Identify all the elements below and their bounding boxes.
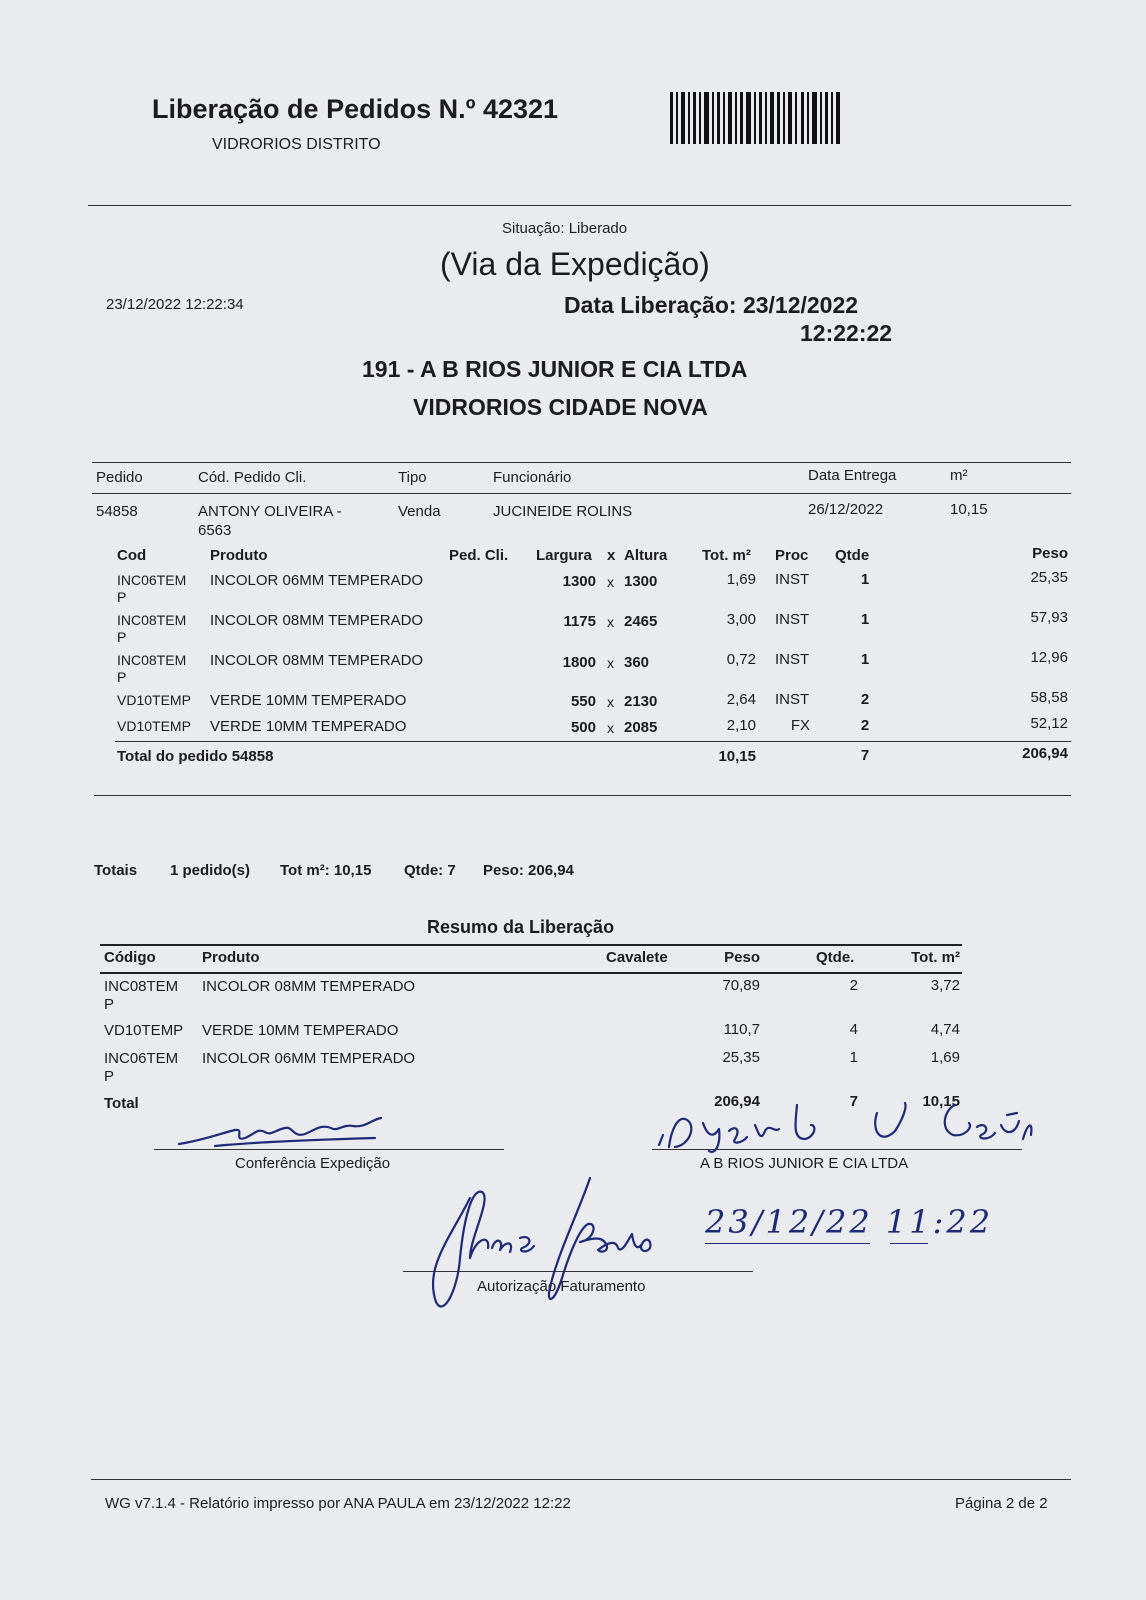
printed-timestamp: 23/12/2022 12:22:34 <box>106 296 244 313</box>
totais-pedidos: 1 pedido(s) <box>170 862 251 879</box>
cod-pedido-cli-cont: 6563 <box>198 522 232 539</box>
divider <box>115 741 1071 742</box>
item-altura: 2130 <box>624 693 658 710</box>
item-cod: VD10TEMP <box>117 718 191 734</box>
order-total-label: Total do pedido 54858 <box>117 748 274 765</box>
item-x: x <box>607 720 614 736</box>
via-label: (Via da Expedição) <box>440 246 710 282</box>
resumo-qtde: 4 <box>849 1021 858 1038</box>
resumo-produto: INCOLOR 06MM TEMPERADO <box>202 1050 416 1067</box>
item-cod: INC06TEM <box>117 572 187 588</box>
item-peso: 25,35 <box>1030 569 1068 586</box>
item-cod: VD10TEMP <box>117 692 191 708</box>
item-qtde: 1 <box>860 611 870 628</box>
resumo-codigo: VD10TEMP <box>104 1022 184 1039</box>
item-tot-m2: 1,69 <box>726 571 756 588</box>
resumo-produto: INCOLOR 08MM TEMPERADO <box>202 978 416 995</box>
divider <box>91 1479 1071 1480</box>
resumo-codigo: INC08TEM <box>104 978 179 995</box>
item-proc: INST <box>775 691 810 708</box>
item-qtde: 2 <box>860 717 870 734</box>
resumo-codigo: INC06TEM <box>104 1050 179 1067</box>
item-produto: VERDE 10MM TEMPERADO <box>210 718 407 735</box>
resumo-tot-m2: 1,69 <box>930 1049 960 1066</box>
items-col-tot-m2: Tot. m² <box>702 547 751 564</box>
item-qtde: 1 <box>860 651 870 668</box>
time-underline <box>890 1243 928 1244</box>
signature-icon <box>430 1178 660 1318</box>
signature-icon <box>655 1095 1035 1155</box>
resumo-peso: 110,7 <box>723 1021 760 1038</box>
report-title: Liberação de Pedidos N.º 42321 <box>152 94 559 124</box>
resumo-tot-m2: 3,72 <box>930 977 960 994</box>
divider <box>94 795 1071 796</box>
item-cod: INC08TEM <box>117 652 187 668</box>
item-largura: 1800 <box>562 654 596 671</box>
item-cod-cont: P <box>117 669 127 685</box>
order-total-peso: 206,94 <box>1022 745 1068 762</box>
divider <box>100 944 962 946</box>
resumo-col-cavalete: Cavalete <box>606 949 668 966</box>
item-peso: 52,12 <box>1030 715 1068 732</box>
resumo-title: Resumo da Liberação <box>427 917 615 937</box>
item-altura: 1300 <box>624 573 658 590</box>
resumo-col-tot-m2: Tot. m² <box>911 949 960 966</box>
item-altura: 2085 <box>624 719 658 736</box>
col-m2-label: m² <box>950 467 968 484</box>
items-col-x: x <box>607 547 616 564</box>
data-liberacao: Data Liberação: 23/12/2022 <box>564 292 859 318</box>
handwritten-date: 23/12/22 11:22 <box>705 1203 994 1241</box>
item-tot-m2: 3,00 <box>726 611 756 628</box>
item-produto: INCOLOR 08MM TEMPERADO <box>210 612 424 629</box>
pedido-number: 54858 <box>96 503 138 520</box>
totais-m2: Tot m²: 10,15 <box>280 862 372 879</box>
client-branch: VIDRORIOS CIDADE NOVA <box>413 394 708 420</box>
item-x: x <box>607 655 614 671</box>
barcode-icon <box>670 92 842 144</box>
funcionario-value: JUCINEIDE ROLINS <box>493 503 633 520</box>
item-proc: INST <box>775 651 810 668</box>
item-tot-m2: 2,10 <box>726 717 756 734</box>
item-largura: 1175 <box>563 613 596 630</box>
items-col-proc: Proc <box>775 547 809 564</box>
item-produto: VERDE 10MM TEMPERADO <box>210 692 407 709</box>
col-pedido-label: Pedido <box>96 469 143 486</box>
items-col-peso: Peso <box>1032 545 1068 562</box>
divider <box>92 462 1071 463</box>
order-total-m2: 10,15 <box>718 748 756 765</box>
resumo-peso: 70,89 <box>722 977 760 994</box>
totais-label: Totais <box>94 862 138 879</box>
items-col-produto: Produto <box>210 547 268 564</box>
item-altura: 2465 <box>624 613 658 630</box>
signature-icon <box>175 1110 395 1150</box>
company-name: VIDRORIOS DISTRITO <box>212 136 381 153</box>
client-signature-label: A B RIOS JUNIOR E CIA LTDA <box>700 1155 909 1172</box>
divider <box>92 493 1071 494</box>
data-liberacao-time: 12:22:22 <box>800 320 893 346</box>
m2-value: 10,15 <box>950 501 988 518</box>
footer-print-info: WG v7.1.4 - Relatório impresso por ANA PAULA em 23/12/2022 12:22 <box>105 1495 571 1512</box>
divider <box>100 972 962 974</box>
item-qtde: 1 <box>860 571 870 588</box>
item-proc: INST <box>775 611 810 628</box>
divider <box>88 205 1071 206</box>
col-cod-cli-label: Cód. Pedido Cli. <box>198 469 307 486</box>
col-data-entrega-label: Data Entrega <box>808 467 897 484</box>
resumo-qtde: 2 <box>849 977 858 994</box>
item-peso: 57,93 <box>1030 609 1068 626</box>
cod-pedido-cli: ANTONY OLIVEIRA - <box>198 503 342 520</box>
item-x: x <box>607 574 614 590</box>
date-underline <box>705 1243 870 1244</box>
tipo-value: Venda <box>398 503 441 520</box>
items-col-cod: Cod <box>117 547 147 564</box>
item-peso: 58,58 <box>1030 689 1068 706</box>
resumo-total-m2: 10,15 <box>922 1093 960 1110</box>
item-produto: INCOLOR 08MM TEMPERADO <box>210 652 424 669</box>
data-entrega-value: 26/12/2022 <box>808 501 884 518</box>
resumo-col-peso: Peso <box>724 949 760 966</box>
item-largura: 550 <box>570 693 596 710</box>
resumo-total-peso: 206,94 <box>714 1093 760 1110</box>
col-tipo-label: Tipo <box>398 469 427 486</box>
totais-qtde: Qtde: 7 <box>404 862 456 879</box>
item-peso: 12,96 <box>1030 649 1068 666</box>
item-largura: 1300 <box>562 573 596 590</box>
page-number: Página 2 de 2 <box>955 1495 1048 1512</box>
resumo-col-codigo: Código <box>104 949 156 966</box>
items-col-altura: Altura <box>624 547 668 564</box>
item-tot-m2: 2,64 <box>726 691 756 708</box>
resumo-qtde: 1 <box>849 1049 858 1066</box>
resumo-col-qtde: Qtde. <box>816 949 855 966</box>
resumo-total-qtde: 7 <box>849 1093 858 1110</box>
item-altura: 360 <box>624 654 650 671</box>
resumo-codigo-cont: P <box>104 1068 115 1085</box>
resumo-codigo-cont: P <box>104 996 115 1013</box>
resumo-col-produto: Produto <box>202 949 260 966</box>
item-x: x <box>607 614 614 630</box>
item-cod-cont: P <box>117 629 127 645</box>
client-name: 191 - A B RIOS JUNIOR E CIA LTDA <box>362 356 748 382</box>
item-produto: INCOLOR 06MM TEMPERADO <box>210 572 424 589</box>
item-x: x <box>607 694 614 710</box>
autorizacao-label: Autorização Faturamento <box>477 1278 646 1295</box>
item-largura: 500 <box>570 719 596 736</box>
order-total-qtde: 7 <box>860 747 870 764</box>
situacao-status: Situação: Liberado <box>502 220 628 237</box>
resumo-produto: VERDE 10MM TEMPERADO <box>202 1022 399 1039</box>
item-proc: FX <box>790 717 810 734</box>
resumo-tot-m2: 4,74 <box>930 1021 960 1038</box>
resumo-peso: 25,35 <box>722 1049 760 1066</box>
items-col-qtde: Qtde <box>835 547 870 564</box>
resumo-total-label: Total <box>104 1095 139 1112</box>
item-qtde: 2 <box>860 691 870 708</box>
item-tot-m2: 0,72 <box>726 651 756 668</box>
items-col-largura: Largura <box>536 547 592 564</box>
totais-peso: Peso: 206,94 <box>483 862 574 879</box>
item-cod-cont: P <box>117 589 127 605</box>
col-funcionario-label: Funcionário <box>493 469 572 486</box>
item-proc: INST <box>775 571 810 588</box>
item-cod: INC08TEM <box>117 612 187 628</box>
conferencia-label: Conferência Expedição <box>235 1155 391 1172</box>
items-col-ped-cli: Ped. Cli. <box>449 547 509 564</box>
